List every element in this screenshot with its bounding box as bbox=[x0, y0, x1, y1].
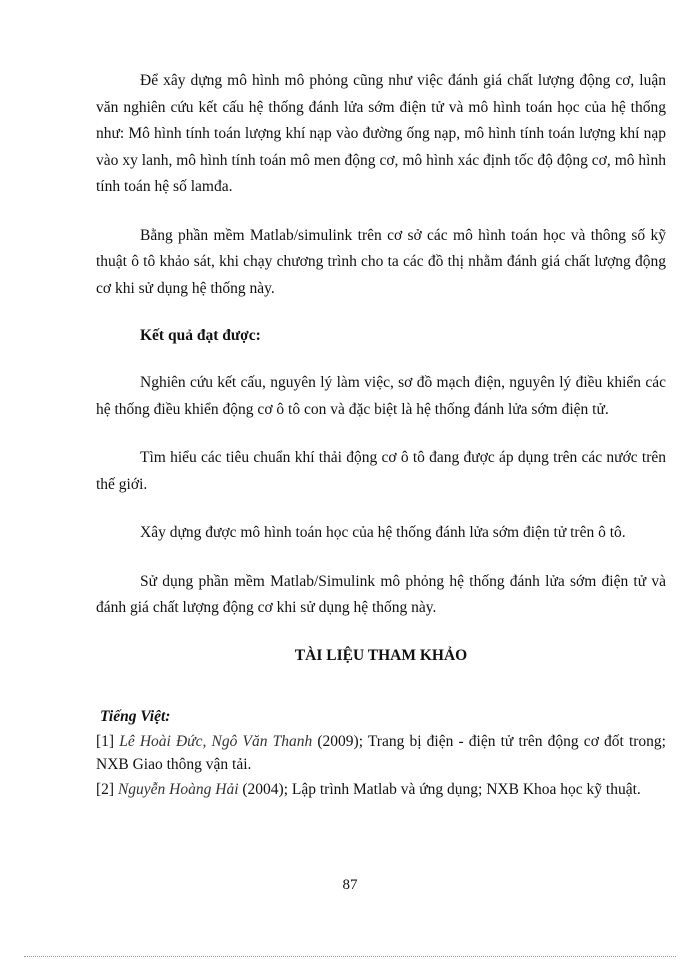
reference-index: [1] bbox=[96, 732, 115, 750]
body-paragraph: Để xây dựng mô hình mô phỏng cũng như việc đánh giá chất lượng động cơ, luận văn nghiên cứu kết cấu hệ thống đánh lửa sớm điện tử và mô hình toán học của hệ thống như: Mô hình tính toán lượng khí nạp vào đường ống nạp, mô hình tính toán lượng khí nạp vào xy lanh, mô hình tính toán mô men động cơ, mô hình xác định tốc độ động cơ, mô hình tính toán hệ số lamđa. bbox=[96, 72, 666, 195]
reference-item bbox=[96, 778, 666, 801]
references-title: TÀI LIỆU THAM KHẢO bbox=[294, 646, 468, 664]
result-paragraph: Nghiên cứu kết cấu, nguyên lý làm việc, sơ đồ mạch điện, nguyên lý điều khiển các hệ thống điều khiển động cơ ô tô con và đặc biệt là hệ thống đánh lửa sớm điện tử. bbox=[96, 374, 666, 418]
result-paragraph: Tìm hiểu các tiêu chuẩn khí thải động cơ ô tô đang được áp dụng trên các nước trên thế giới. bbox=[96, 449, 666, 493]
references-language-label: Tiếng Việt: bbox=[100, 707, 171, 725]
reference-details: (2009); Trang bị điện - điện tử trên động cơ đốt trong; NXB Giao thông vận tải. bbox=[96, 732, 666, 773]
page-number: 87 bbox=[342, 877, 358, 893]
reference-authors: Lê Hoài Đức, Ngô Văn Thanh bbox=[119, 732, 313, 750]
body-paragraph: Bằng phần mềm Matlab/simulink trên cơ sở các mô hình toán học và thông số kỹ thuật ô tô khảo sát, khi chạy chương trình cho ta các đồ thị nhằm đánh giá chất lượng động cơ khi sử dụng hệ thống này. bbox=[96, 226, 666, 297]
page-bottom-divider bbox=[24, 956, 676, 957]
result-paragraph: Sử dụng phần mềm Matlab/Simulink mô phỏng hệ thống đánh lửa sớm điện tử và đánh giá chất lượng động cơ khi sử dụng hệ thống này. bbox=[96, 572, 666, 616]
results-heading: Kết quả đạt được: bbox=[140, 327, 261, 344]
reference-authors: Nguyễn Hoàng Hải bbox=[117, 780, 239, 798]
reference-item bbox=[96, 730, 666, 776]
reference-index: [2] bbox=[96, 780, 115, 798]
page-content bbox=[96, 68, 666, 803]
result-paragraph: Xây dựng được mô hình toán học của hệ thống đánh lửa sớm điện tử trên ô tô. bbox=[140, 524, 626, 541]
reference-details: (2004); Lập trình Matlab và ứng dụng; NXB Khoa học kỹ thuật. bbox=[242, 780, 641, 798]
